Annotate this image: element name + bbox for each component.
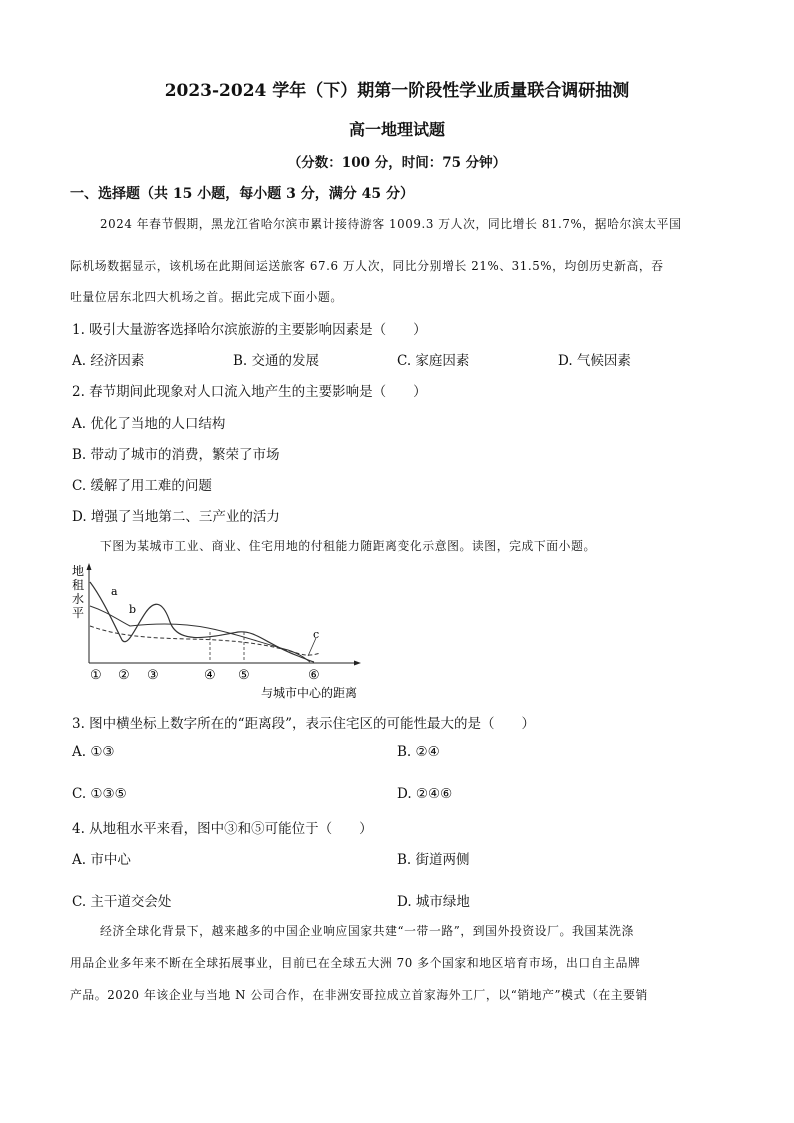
option-a: A. 市中心 — [72, 852, 131, 868]
option-c: C. ①③⑤ — [72, 786, 127, 802]
passage-line: 用品企业多年来不断在全球拓展事业，目前已在全球五大洲 70 多个国家和地区培育市场，出口自主品牌 — [70, 956, 641, 970]
option-a: A. 优化了当地的人口结构 — [72, 416, 226, 432]
y-label-char: 地 — [72, 564, 85, 578]
x-axis-arrow — [354, 661, 361, 666]
passage-line: 经济全球化背景下，越来越多的中国企业响应国家共建“一带一路”，到国外投资设厂。我国某洗涤 — [100, 924, 634, 938]
passage-line: 吐量位居东北四大机场之首。据此完成下面小题。 — [70, 290, 343, 304]
option-b: B. 交通的发展 — [233, 353, 320, 369]
tick-label: ⑥ — [308, 668, 320, 683]
passage-line: 产品。2020 年该企业与当地 N 公司合作，在非洲安哥拉成立首家海外工厂，以“销地产”模式（在主要销 — [70, 988, 648, 1002]
exam-info: （分数：100 分，时间：75 分钟） — [287, 155, 507, 171]
tick-label: ⑤ — [238, 668, 250, 683]
y-axis-arrow — [87, 563, 92, 570]
rent-distance-figure — [68, 560, 368, 702]
option-c: C. 缓解了用工难的问题 — [72, 478, 212, 494]
tick-label: ② — [118, 668, 130, 683]
curve-c-label: c — [313, 628, 320, 641]
option-b: B. ②④ — [397, 744, 440, 760]
option-c: C. 主干道交会处 — [72, 894, 172, 910]
option-b: B. 街道两侧 — [397, 852, 470, 868]
tick-label: ④ — [204, 668, 216, 683]
question-stem: 4. 从地租水平来看，图中③和⑤可能位于（ ） — [72, 821, 373, 837]
option-d: D. 气候因素 — [558, 353, 631, 369]
y-label-char: 水 — [72, 592, 85, 606]
curve-b-label: b — [129, 603, 137, 616]
tick-label: ① — [90, 668, 102, 683]
curve-a-label: a — [111, 585, 118, 598]
question-stem: 3. 图中横坐标上数字所在的“距离段”，表示住宅区的可能性最大的是（ ） — [72, 716, 535, 732]
option-c: C. 家庭因素 — [397, 353, 470, 369]
option-d: D. 城市绿地 — [397, 894, 470, 910]
y-label-char: 平 — [72, 606, 85, 620]
passage-2: 下图为某城市工业、商业、住宅用地的付租能力随距离变化示意图。读图，完成下面小题。 — [100, 539, 596, 553]
question-stem: 2. 春节期间此现象对人口流入地产生的主要影响是（ ） — [72, 384, 427, 400]
exam-subtitle: 高一地理试题 — [348, 120, 445, 139]
passage-line: 2024 年春节假期，黑龙江省哈尔滨市累计接待游客 1009.3 万人次，同比增长 81.7%，据哈尔滨太平国 — [100, 217, 682, 231]
y-label-char: 租 — [72, 578, 85, 592]
x-axis-label: 与城市中心的距离 — [261, 686, 358, 700]
option-d: D. ②④⑥ — [397, 786, 453, 802]
section-heading: 一、选择题（共 15 小题，每小题 3 分，满分 45 分） — [70, 186, 414, 202]
option-a: A. ①③ — [72, 744, 115, 760]
option-b: B. 带动了城市的消费，繁荣了市场 — [72, 447, 280, 463]
option-a: A. 经济因素 — [72, 353, 145, 369]
option-d: D. 增强了当地第二、三产业的活力 — [72, 509, 280, 525]
exam-title: 2023-2024 学年（下）期第一阶段性学业质量联合调研抽测 — [164, 81, 630, 101]
question-stem: 1. 吸引大量游客选择哈尔滨旅游的主要影响因素是（ ） — [72, 322, 427, 338]
tick-label: ③ — [147, 668, 159, 683]
passage-line: 际机场数据显示，该机场在此期间运送旅客 67.6 万人次，同比分别增长 21%、31.5%，均创历史新高，吞 — [70, 259, 664, 273]
